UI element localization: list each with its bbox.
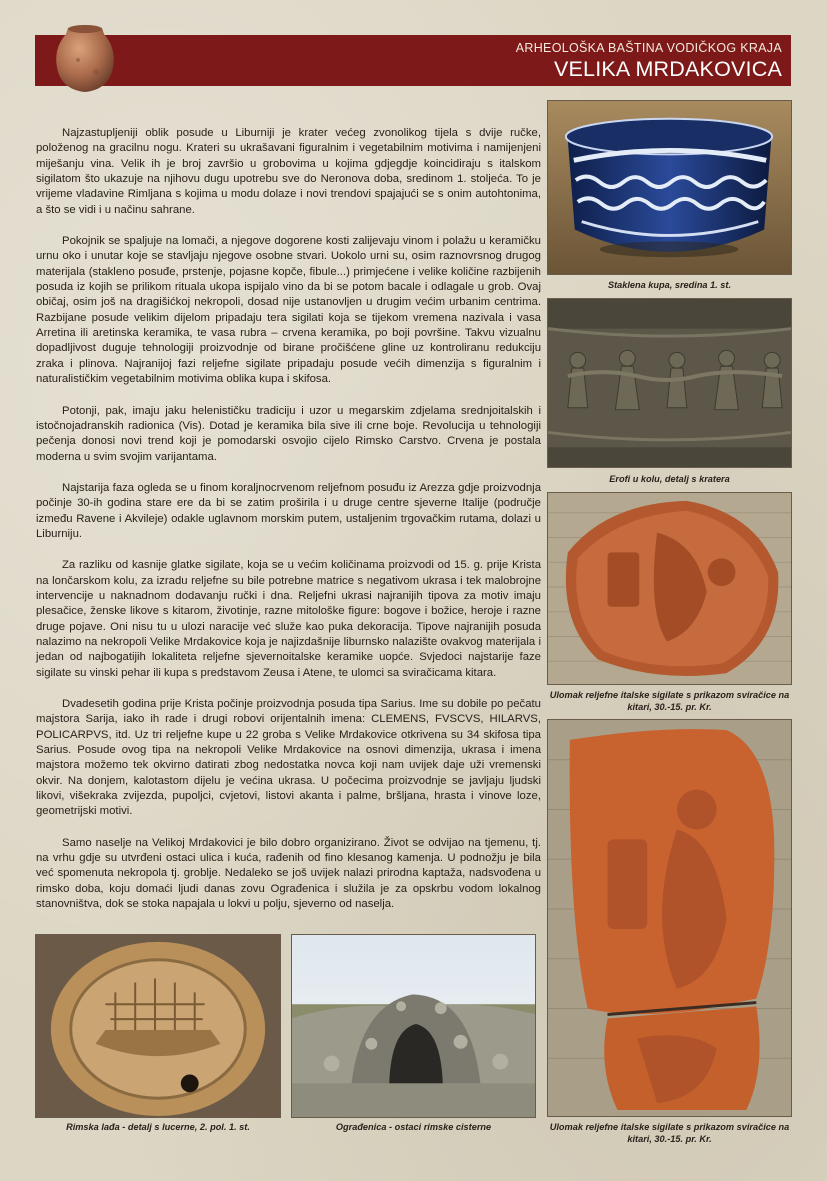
krater-detail-caption: Erofi u kolu, detalj s kratera <box>609 474 730 484</box>
sigillata-fragment-1-photo <box>547 492 792 685</box>
sigillata-fragment-2-photo <box>547 719 792 1117</box>
glass-cup-caption: Staklena kupa, sredina 1. st. <box>607 280 732 290</box>
clay-pot-icon <box>50 20 120 96</box>
sigillata-fragment-1-caption: Ulomak reljefne italske sigilate s prikazom sviračice na kitari, 30.-15. pr. Kr. <box>549 690 790 712</box>
paragraph-5: Za razliku od kasnije glatke sigilate, koja se u većim količinama proizvodi od 15. g. prije Krista na lončarskom kolu, za izradu reljefne su bile potrebne matrice s negativom ukrasa i tek malobrojne intervencije u naknadnom dodavanju ručki i dna. Reljefni ukrasi najranijih tipova za motiv imaju plesačice, ženske likove s kitarom, životinje, razne mitološke figure: bogove i božice, heroje i razne druge pojave. Oni nisu tu u ulozi naracije već služe kao puka dekoracija. Tipove najranijih posuda nalazimo na nekropoli Velike Mrdakovice koja je najizdašnije liburnsko nalazište ovakvog materijala i jedan od najbogatijih lokaliteta reljefne sjevernoitalske keramike uopće. Svjedoci najstarije faze sigilate su vinski pehar ili kupa s predstavom Zeusa i Atene, te ulomci sa sviračicama kitara. <box>36 559 541 679</box>
header-title: VELIKA MRDAKOVICA <box>553 57 782 81</box>
lamp-ship-photo <box>35 934 281 1118</box>
cistern-caption: Ograđenica - ostaci rimske cisterne <box>335 1122 492 1132</box>
paragraph-1: Najzastupljeniji oblik posude u Liburniji je krater većeg zvonolikog tijela s dvije ručke, položenog na gracilnu nogu. Krateri su ukrašavani figuralnim i vegetabilnim motivima i namijenjeni miješanju vina. Velik ih je broj završio u grobovima u kojima gdjegdje koincidiraju s italskom sigilatom što ukazuje na njihovu dugu upotrebu sve do Neronova doba, sredinom 1. stoljeća. To je vrijeme vladavine Rimljana s kojima u modu dolaze i novi trendovi spajajući se s onim autohtonima, a što se vidi i u načinu sahrane. <box>36 127 541 216</box>
header-subtitle: ARHEOLOŠKA BAŠTINA VODIČKOG KRAJA <box>515 41 782 55</box>
krater-detail-photo <box>547 298 792 468</box>
paragraph-2: Pokojnik se spaljuje na lomači, a njegove dogorene kosti zalijevaju vinom i polažu u keramičku urnu oko i unutar koje se stavljaju njegove osobne stvari. Uokolo urni su, osim raznovrsnog drugog materijala (stakleno posuđe, prstenje, pojasne kopče, fibule...) primjećene i velike količine razbijenih posuda iz kojih se prilikom rituala ukopa ispijalo vino da bi se potom bacale i odlagale u grob. Ovaj običaj, osim još na dragišićkoj nekropoli, dosad nije ustanovljen u drugim većim urbanim centrima. Razbijane posude velikim dijelom pripadaju tera sigilati koja se tijekom vremena nazivala i vasa Arretina ili aretinska keramika, te vasa rubra – crvena keramika, po boji površine. Takvu vizualnu dopadljivost duguje tehnologiji proizvodnje od birane pročišćene gline uz kontroliranu redukciju zraka i plinova. Najranijoj fazi reljefne sigilate pripadaju posude većih dimenzija s figuralnim i naturalističkim vegetabilnim motivima oblika kupa i skifosa. <box>36 235 541 386</box>
lamp-ship-caption: Rimska lađa - detalj s lucerne, 2. pol. 1. st. <box>66 1122 250 1132</box>
paragraph-3: Potonji, pak, imaju jaku helenističku tradiciju i uzor u megarskim zdjelama srednjoitalskih i istočnojadranskih radionica (Vis). Dotad je keramika bila sive ili crne boje. Revolucija u tehnologiji pečenja donosi novi trend koji je pomodarski osvojio cijelo Rimsko Carstvo. Crvena je postala moderna u svim svojim varijantama. <box>36 404 541 463</box>
paragraph-6: Dvadesetih godina prije Krista počinje proizvodnja posuda tipa Sarius. Ime su dobile po pečatu majstora Sarija, iako ih rade i drugi robovi orijentalnih imena: CLEMENS, FVSCVS, HILARVS, POLICARPVS, itd. Uz tri reljefne kupe u 22 groba s Velike Mrdakovice otkrivena su 34 skifosa tipa Sarius. Posude ovog tipa na nekropoli Velike Mrdakovice na osnovi dimenzija, ukrasa i imena majstora možemo tek okvirno datirati zbog nedostatka novca koji nam uvijek daje uži vremenski okvir. Na donjem, kalotastom dijelu je većina ukrasa. U počecima proizvodnje se javljaju ljudski likovi, višekraka zvijezda, pupoljci, cvjetovi, listovi akanta i palme, bršljana, hrasta i vinove loze, geometrijski motivi. <box>36 698 541 818</box>
sigillata-fragment-2-caption: Ulomak reljefne italske sigilate s prikazom sviračice na kitari, 30.-15. pr. Kr. <box>549 1122 790 1144</box>
paragraph-7: Samo naselje na Velikoj Mrdakovici je bilo dobro organizirano. Život se odvijao na tjemenu, tj. na vrhu gdje su utvrđeni ostaci ulica i kuća, rađenih od fino klesanog kamenja. U podnožju je bila već spomenuta nekropola tj. groblje. Nedaleko se još uvijek nalazi prirodna kaptaža, nadsvođena u rimsko doba, koju domaći ljudi danas zovu Ograđenica i služila je za opskrbu vodom lokalnog stanovništva, dok se stoka napajala u lokvi u polju, sjeverno od naselja. <box>36 836 541 911</box>
cistern-photo <box>291 934 536 1118</box>
main-text-column <box>36 126 541 928</box>
paragraph-4: Najstarija faza ogleda se u finom koraljnocrvenom reljefnom posuđu iz Arezza gdje proizvodnja počinje 30-ih godina stare ere da bi se zatim proširila i u druge centre sjeverne Italije (područje između Ravene i Akvileje) odakle uglavnom morskim putem, ustaljenim trgovačkim rutama, dolazi u Liburniju. <box>36 481 541 540</box>
glass-cup-photo <box>547 100 792 275</box>
page-header <box>35 35 791 86</box>
